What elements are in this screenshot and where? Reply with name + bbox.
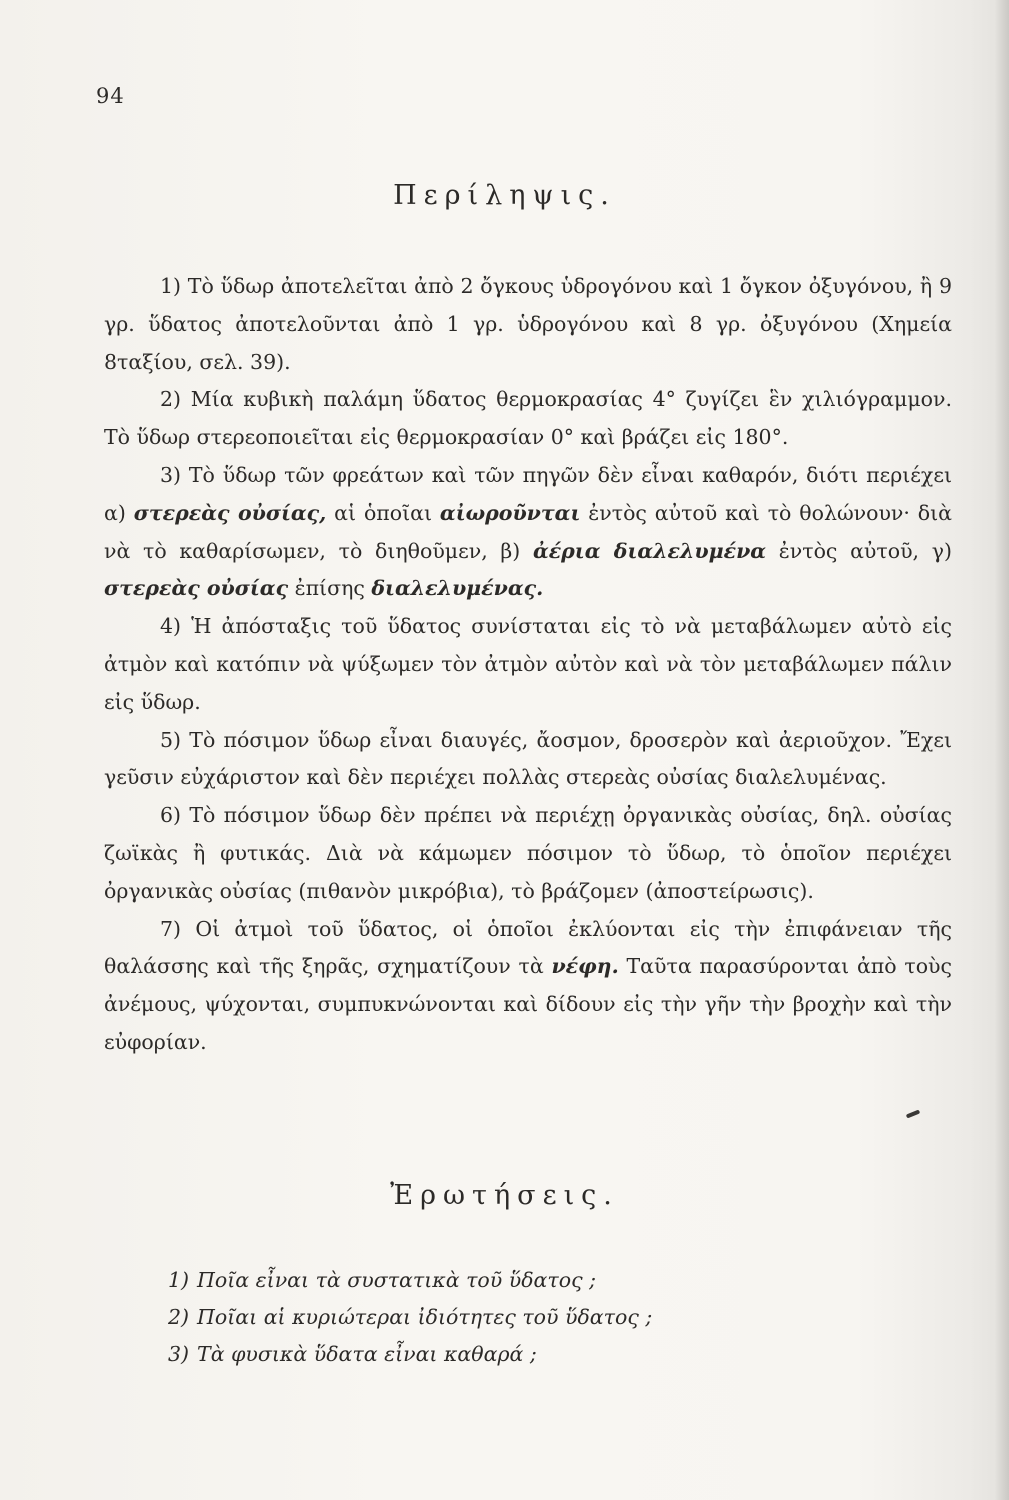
summary-item-4: 4) Ἡ ἀπόσταξις τοῦ ὕδατος συνίσταται εἰς τὸ νὰ μεταβάλωμεν αὐτὸ εἰς ἀτμὸν καὶ κατόπιν νὰ ψύξωμεν τὸν ἀτμὸν αὐτὸν καὶ νὰ τὸν μεταβάλωμεν πάλιν εἰς ὕδωρ. (104, 614, 952, 714)
question-text: Ποῖα εἶναι τὰ συστατικὰ τοῦ ὕδατος ; (197, 1268, 596, 1292)
page-number: 94 (96, 84, 125, 108)
text-run: 7) Οἱ ἀτμοὶ τοῦ ὕδατος, οἱ ὁποῖοι ἐκλύονται εἰς τὴν ἐπιφάνειαν τῆς θαλάσσης καὶ τῆς ξηρᾶς, σχηματίζουν τὰ (104, 916, 952, 979)
summary-body (104, 268, 952, 1062)
text-run: 3) Τὸ ὕδωρ τῶν φρεάτων καὶ τῶν πηγῶν δὲν εἶναι καθαρόν, διότι περιέχει α) (104, 462, 952, 525)
question-text: Ποῖαι αἱ κυριώτεραι ἰδιότητες τοῦ ὕδατος ; (197, 1305, 653, 1329)
ink-mark (906, 1110, 920, 1119)
emphasis: αἰωροῦνται (439, 500, 581, 525)
emphasis: νέφη. (551, 954, 619, 979)
summary-title: Περίληψις. (393, 180, 616, 211)
question-number: 1) (168, 1268, 190, 1292)
summary-item-6: 6) Τὸ πόσιμον ὕδωρ δὲν πρέπει νὰ περιέχῃ ὀργανικὰς οὐσίας, δηλ. οὐσίας ζωϊκὰς ἢ φυτικάς. Διὰ νὰ κάμωμεν πόσιμον τὸ ὕδωρ, τὸ ὁποῖον περιέχει ὀργανικὰς οὐσίας (πιθανὸν μικρόβια), τὸ βράζομεν (ἀποστείρωσις). (104, 803, 952, 903)
page-edge-shadow (995, 0, 1009, 1500)
questions-title: Ἐρωτήσεις. (390, 1180, 619, 1211)
question-item (168, 1262, 868, 1299)
question-number: 2) (168, 1305, 190, 1329)
summary-item-5: 5) Τὸ πόσιμον ὕδωρ εἶναι διαυγές, ἄοσμον, δροσερὸν καὶ ἀεριοῦχον. Ἔχει γεῦσιν εὐχάριστον καὶ δὲν περιέχει πολλὰς στερεὰς οὐσίας διαλελυμένας. (104, 727, 952, 790)
questions-list (168, 1262, 868, 1373)
text-run: Ταῦτα παρασύρονται ἀπὸ τοὺς ἀνέμους, ψύχονται, συμπυκνώνονται καὶ δίδουν εἰς τὴν γῆν τὴν βροχὴν καὶ τὴν εὐφορίαν. (104, 954, 952, 1054)
summary-item-7 (104, 911, 952, 1062)
summary-item-1: 1) Τὸ ὕδωρ ἀποτελεῖται ἀπὸ 2 ὄγκους ὑδρογόνου καὶ 1 ὄγκον ὀξυγόνου, ἢ 9 γρ. ὕδατος ἀποτελοῦνται ἀπὸ 1 γρ. ὑδρογόνου καὶ 8 γρ. ὀξυγόνου (Χημεία 8ταξίου, σελ. 39). (104, 274, 952, 374)
text-run: ἐπίσης (288, 576, 372, 601)
question-number: 3) (168, 1342, 190, 1366)
summary-item-2: 2) Μία κυβικὴ παλάμη ὕδατος θερμοκρασίας 4° ζυγίζει ἓν χιλιόγραμμον. Τὸ ὕδωρ στερεοποιεῖται εἰς θερμοκρασίαν 0° καὶ βράζει εἰς 180°. (104, 387, 952, 450)
text-run: αἱ ὁποῖαι (326, 500, 440, 525)
emphasis: ἀέρια διαλελυμένα (532, 538, 767, 563)
question-item (168, 1336, 868, 1373)
question-item (168, 1299, 868, 1336)
summary-item-3 (104, 457, 952, 608)
emphasis: στερεὰς οὐσίας, (133, 500, 327, 525)
question-text: Τὰ φυσικὰ ὕδατα εἶναι καθαρά ; (197, 1342, 537, 1366)
text-run: ἐντὸς αὐτοῦ καὶ τὸ θολώνουν· διὰ νὰ τὸ καθαρίσωμεν, τὸ διηθοῦμεν, β) (104, 500, 953, 563)
text-run: ἐντὸς αὐτοῦ, γ) (766, 538, 952, 563)
emphasis: στερεὰς οὐσίας (104, 576, 289, 601)
emphasis: διαλελυμένας. (371, 576, 544, 601)
